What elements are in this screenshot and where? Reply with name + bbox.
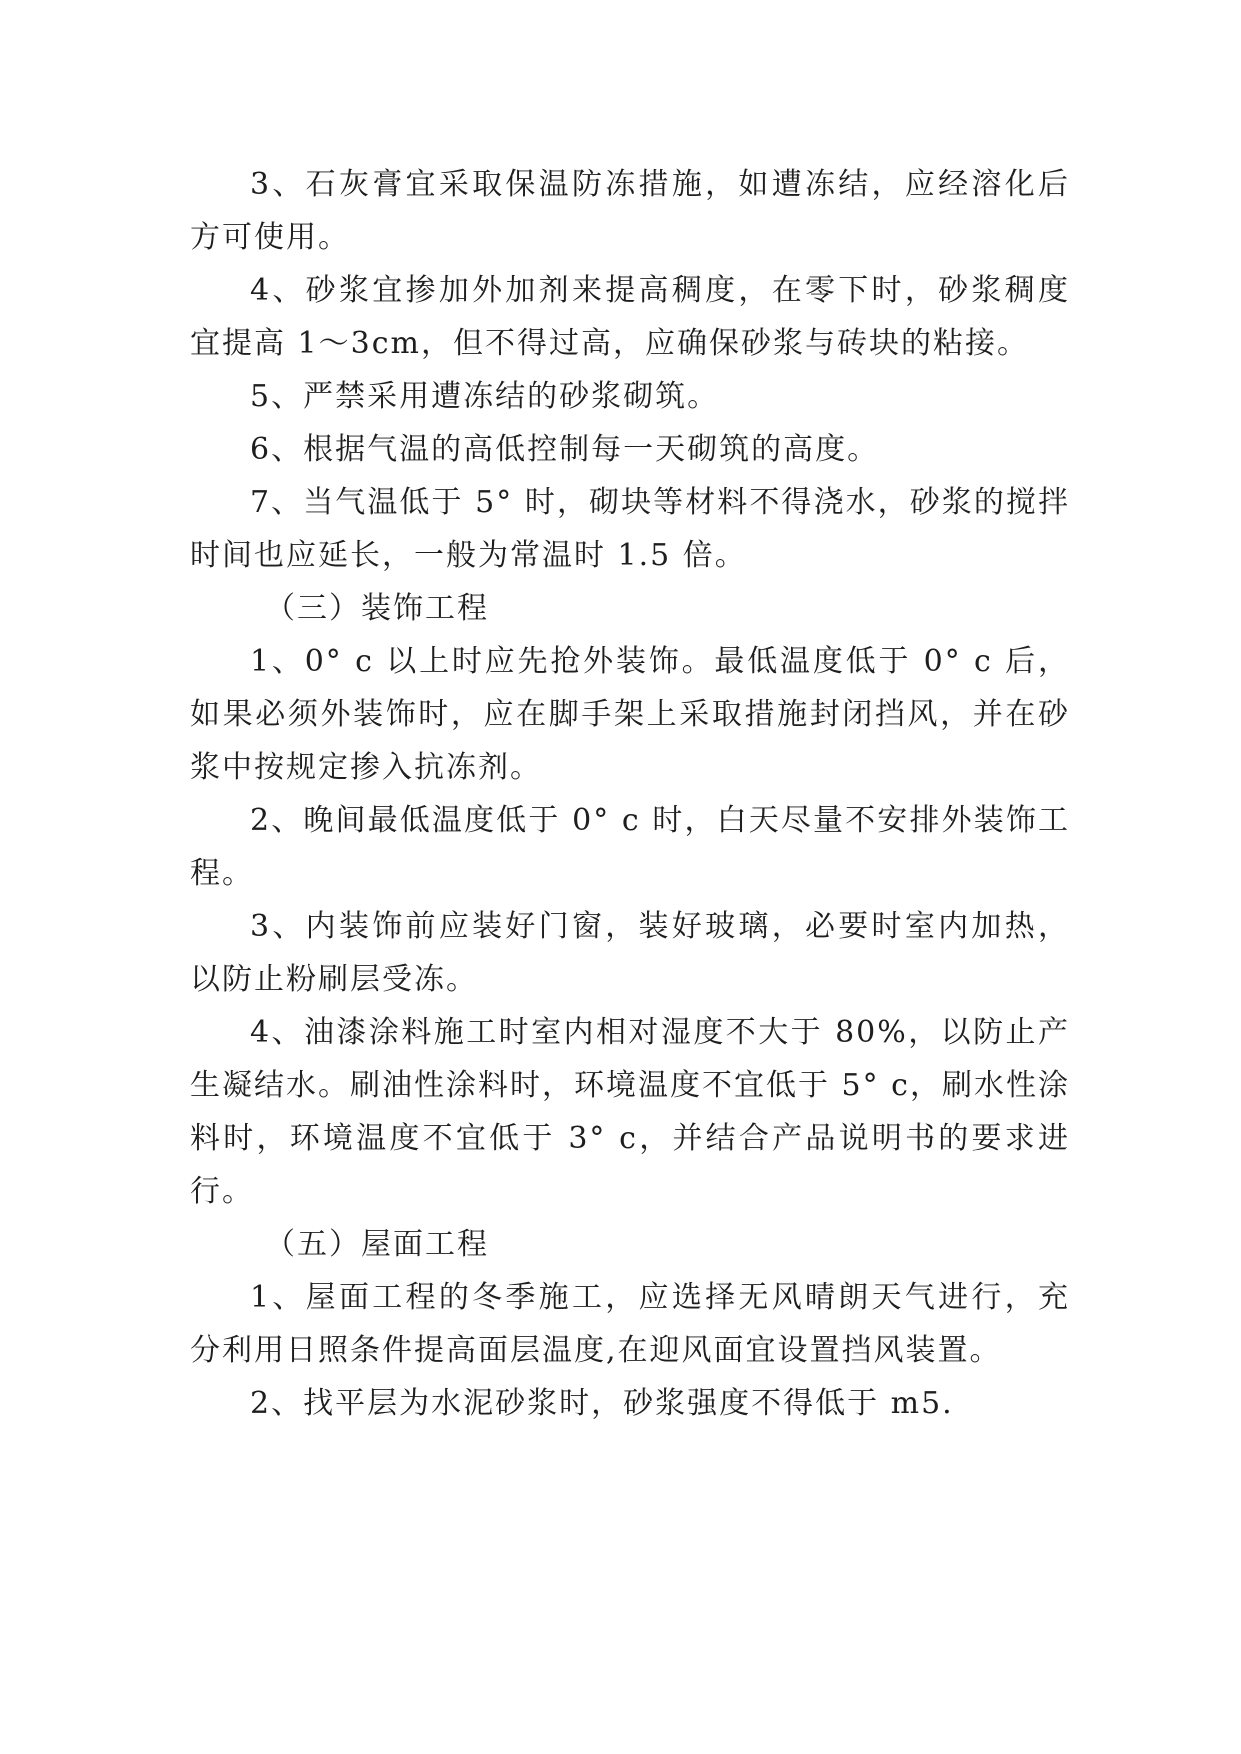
document-page (190, 158, 1070, 1430)
paragraph-frozen-mortar: 5、严禁采用遭冻结的砂浆砌筑。 (250, 379, 720, 414)
paragraph-low-temperature: 7、当气温低于 5° 时，砌块等材料不得浇水，砂浆的搅拌时间也应延长，一般为常温时 1.5 倍。 (190, 485, 1070, 573)
paragraph-lime-paste: 3、石灰膏宜采取保温防冻措施，如遭冻结，应经溶化后方可使用。 (190, 167, 1070, 255)
section-heading-decoration: （三）装饰工程 (265, 591, 489, 626)
paragraph-daily-height: 6、根据气温的高低控制每一天砌筑的高度。 (250, 432, 880, 467)
paragraph-mortar-consistency: 4、砂浆宜掺加外加剂来提高稠度，在零下时，砂浆稠度宜提高 1～3cm，但不得过高，应确保砂浆与砖块的粘接。 (190, 273, 1070, 361)
section-heading-roofing: （五）屋面工程 (265, 1227, 489, 1262)
paragraph-interior-decoration: 3、内装饰前应装好门窗，装好玻璃，必要时室内加热，以防止粉刷层受冻。 (190, 909, 1070, 997)
paragraph-leveling-layer: 2、找平层为水泥砂浆时，砂浆强度不得低于 m5. (250, 1386, 954, 1421)
paragraph-roof-winter: 1、屋面工程的冬季施工，应选择无风晴朗天气进行，充分利用日照条件提高面层温度,在迎风面宜设置挡风装置。 (190, 1280, 1070, 1368)
paragraph-paint-coating: 4、油漆涂料施工时室内相对湿度不大于 80%，以防止产生凝结水。刷油性涂料时，环境温度不宜低于 5° c，刷水性涂料时，环境温度不宜低于 3° c，并结合产品说明书的要求进行。 (190, 1015, 1070, 1209)
paragraph-exterior-decoration: 1、0° c 以上时应先抢外装饰。最低温度低于 0° c 后，如果必须外装饰时，应在脚手架上采取措施封闭挡风，并在砂浆中按规定掺入抗冻剂。 (190, 644, 1070, 785)
paragraph-night-temperature: 2、晚间最低温度低于 0° c 时，白天尽量不安排外装饰工程。 (190, 803, 1070, 891)
